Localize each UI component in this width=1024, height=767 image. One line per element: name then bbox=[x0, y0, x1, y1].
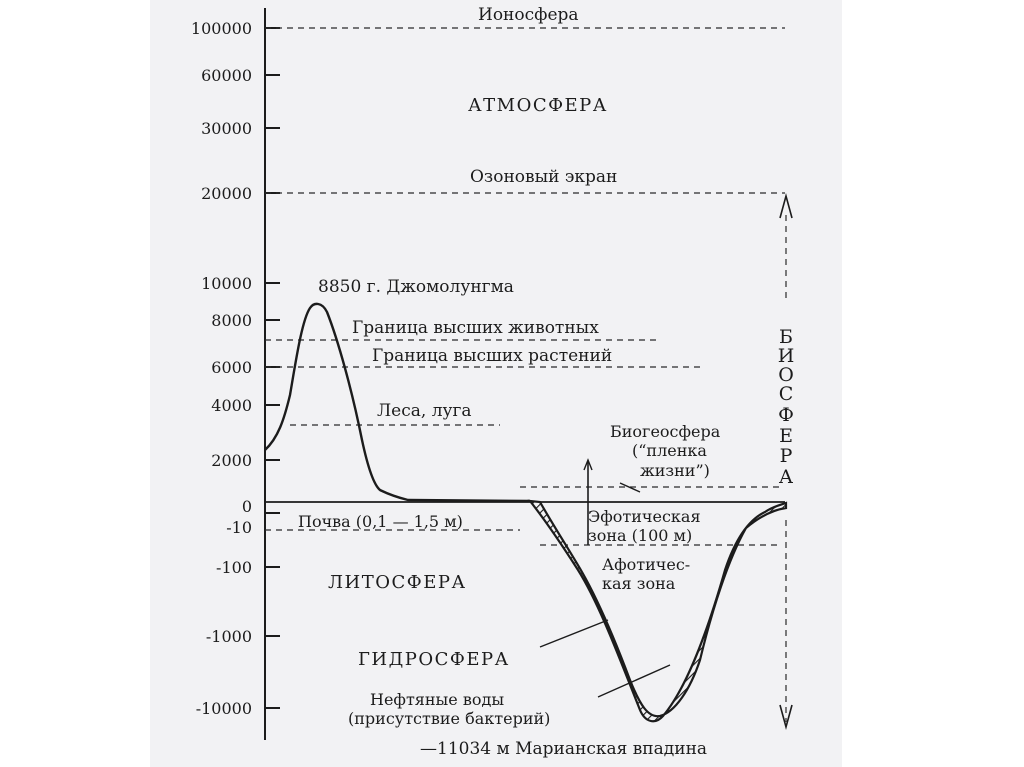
soil-label: Почва (0,1 — 1,5 м) bbox=[298, 512, 463, 531]
biosphere-letter: Е bbox=[779, 425, 793, 447]
biosphere-letter: Ф bbox=[778, 404, 794, 426]
tick-label: -10 bbox=[226, 518, 252, 537]
hydrosphere-label: ГИДРОСФЕРА bbox=[358, 649, 510, 670]
tick-label: 10000 bbox=[201, 274, 252, 293]
biogeosphere-label-line3: жизни”) bbox=[640, 461, 710, 480]
tick-label: 4000 bbox=[211, 396, 252, 415]
tick-label: 30000 bbox=[201, 119, 252, 138]
biosphere-letter: Б bbox=[779, 326, 793, 348]
biosphere-letter: И bbox=[777, 345, 795, 367]
tick-label: 8000 bbox=[211, 311, 252, 330]
tick-label: 6000 bbox=[211, 358, 252, 377]
biosphere-letter: Р bbox=[779, 445, 793, 467]
tick-label: -1000 bbox=[205, 627, 252, 646]
biosphere-letter: С bbox=[778, 383, 794, 405]
tick-label: 100000 bbox=[190, 19, 252, 38]
biosphere-letter: О bbox=[778, 364, 794, 386]
mariana-label: —11034 м Марианская впадина bbox=[420, 739, 708, 759]
atmosphere-label: АТМОСФЕРА bbox=[468, 95, 608, 116]
tick-label: -100 bbox=[216, 558, 252, 577]
euphotic-label-line1: Эфотическая bbox=[588, 507, 701, 526]
everest-label: 8850 г. Джомолунгма bbox=[318, 277, 514, 297]
ionosphere-label: Ионосфера bbox=[478, 5, 579, 25]
tick-label: 2000 bbox=[211, 451, 252, 470]
plants-limit-label: Граница высших растений bbox=[372, 346, 613, 366]
oil-waters-label-line1: Нефтяные воды bbox=[370, 690, 505, 709]
biosphere-label bbox=[778, 326, 795, 488]
ozone-label: Озоновый экран bbox=[470, 167, 618, 187]
tick-marks bbox=[265, 28, 280, 708]
forests-label: Леса, луга bbox=[377, 401, 472, 421]
tick-label: 20000 bbox=[201, 184, 252, 203]
animals-limit-label: Граница высших животных bbox=[352, 318, 599, 338]
biosphere-letter: А bbox=[778, 466, 794, 488]
tick-label: 60000 bbox=[201, 66, 252, 85]
lithosphere-label: ЛИТОСФЕРА bbox=[328, 572, 467, 593]
aphotic-label-line1: Афотичес- bbox=[602, 555, 691, 574]
biogeosphere-label-line2: (“пленка bbox=[632, 441, 707, 460]
tick-label: -10000 bbox=[195, 699, 252, 718]
euphotic-label-line2: зона (100 м) bbox=[588, 526, 693, 545]
aphotic-label-line2: кая зона bbox=[602, 574, 676, 593]
tick-label: 0 bbox=[241, 497, 252, 516]
biogeosphere-label-line1: Биогеосфера bbox=[610, 422, 721, 441]
tick-labels bbox=[191, 19, 252, 718]
oil-waters-label-line2: (присутствие бактерий) bbox=[348, 709, 551, 728]
